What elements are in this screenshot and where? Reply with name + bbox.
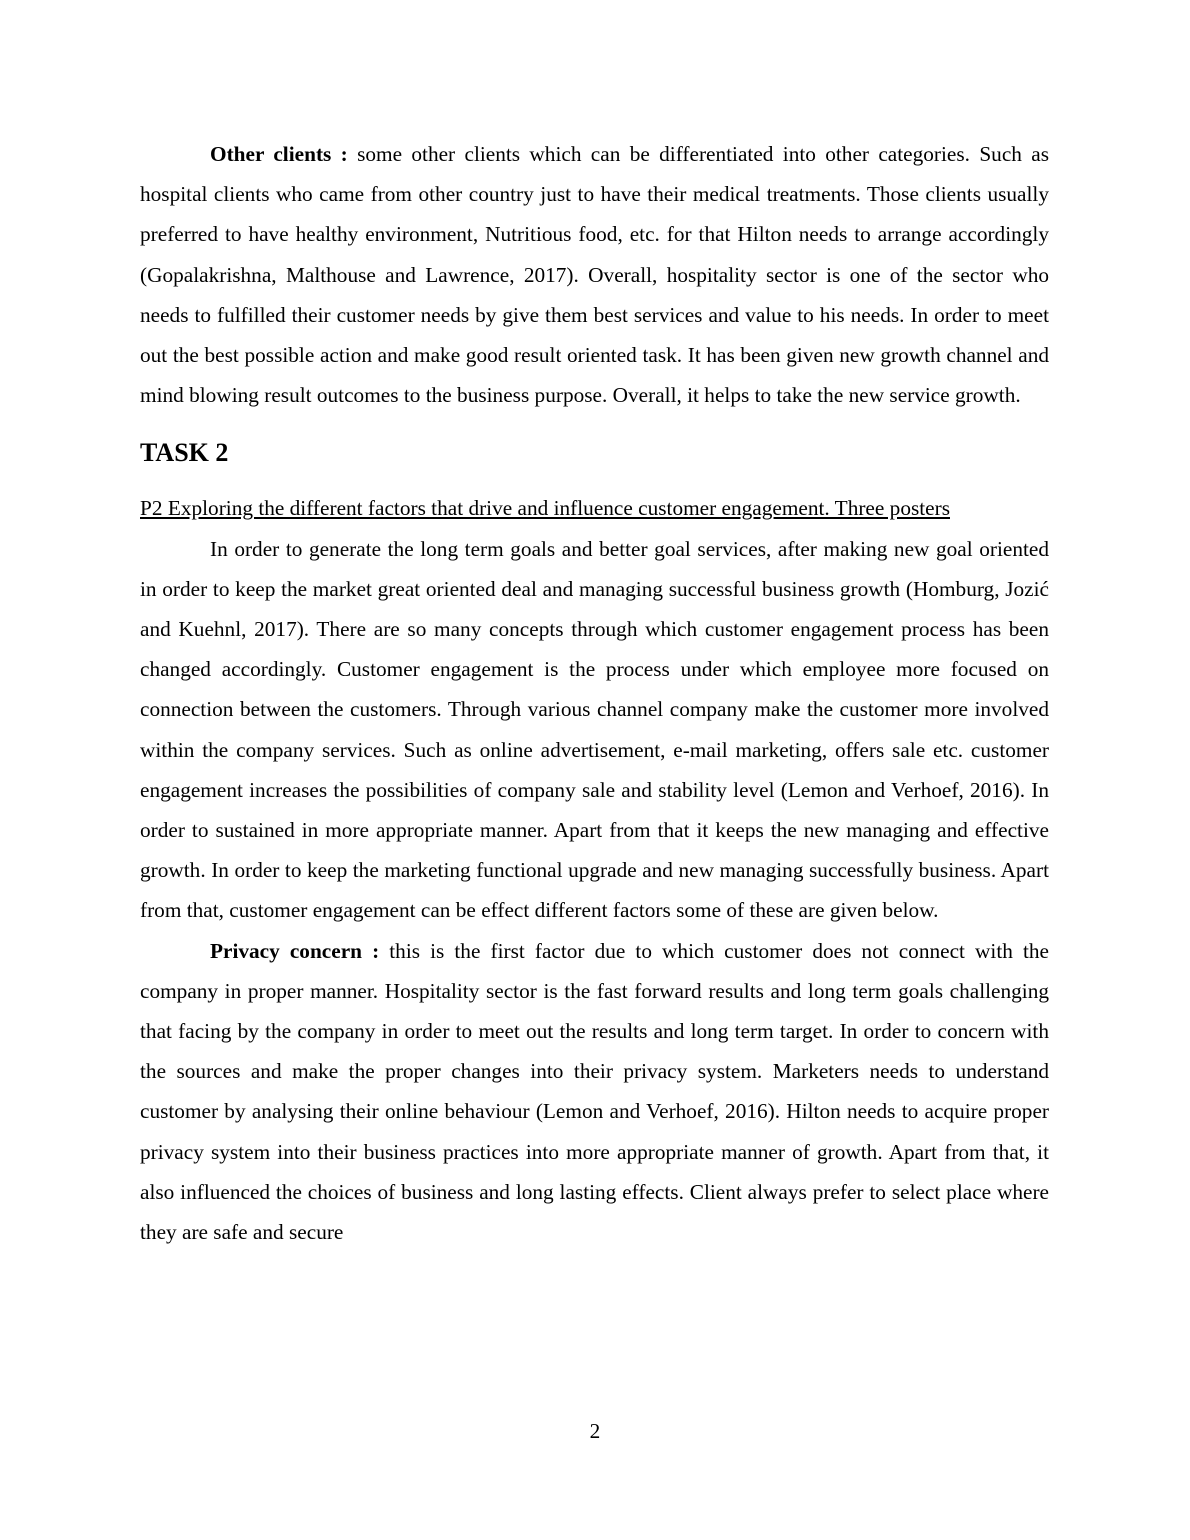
other-clients-lead: Other clients : <box>210 142 348 166</box>
page-number: 2 <box>589 1419 601 1443</box>
p2-subheading: P2 Exploring the different factors that drive and influence customer engagement. Three posters <box>140 496 950 521</box>
privacy-concern-text: this is the first factor due to which customer does not connect with the company in proper manner. Hospitality sector is the fast forward results and long term goals challenging that facing by the company in order to meet out the results and long term target. In order to concern with the sources and make the proper changes into their privacy system. Marketers needs to understand customer by analysing their online behaviour (Lemon and Verhoef, 2016). Hilton needs to acquire proper privacy system into their business practices into more appropriate manner of growth. Apart from that, it also influenced the choices of business and long lasting effects. Client always prefer to select place where they are safe and secure <box>140 938 1049 1245</box>
task-2-heading: TASK 2 <box>140 438 229 468</box>
privacy-concern-lead: Privacy concern : <box>210 938 380 963</box>
paragraph-customer-engagement: In order to generate the long term goals and better goal services, after making new goal oriented in order to keep the market great oriented deal and managing successful business growth (Homburg, Jozić and Kuehnl, 2017). There are so many concepts through which customer engagement process has been changed accordingly. Customer engagement is the process under which employee more focused on connection between the customers. Through various channel company make the customer more involved within the company services. Such as online advertisement, e-mail marketing, offers sale etc. customer engagement increases the possibilities of company sale and stability level (Lemon and Verhoef, 2016). In order to sustained in more appropriate manner. Apart from that it keeps the new managing and effective growth. In order to keep the marketing functional upgrade and new managing successfully business. Apart from that, customer engagement can be effect different factors some of these are given below. <box>140 536 1049 923</box>
paragraph-other-clients <box>140 134 1049 415</box>
page-content <box>140 134 1049 1252</box>
other-clients-text: some other clients which can be differentiated into other categories. Such as hospital clients who came from other country just to have their medical treatments. Those clients usually preferred to have healthy environment, Nutritious food, etc. for that Hilton needs to arrange accordingly (Gopalakrishna, Malthouse and Lawrence, 2017). Overall, hospitality sector is one of the sector who needs to fulfilled their customer needs by give them best services and value to his needs. In order to meet out the best possible action and make good result oriented task. It has been given new growth channel and mind blowing result outcomes to the business purpose. Overall, it helps to take the new service growth. <box>140 142 1049 408</box>
paragraph-privacy-concern <box>140 931 1049 1253</box>
